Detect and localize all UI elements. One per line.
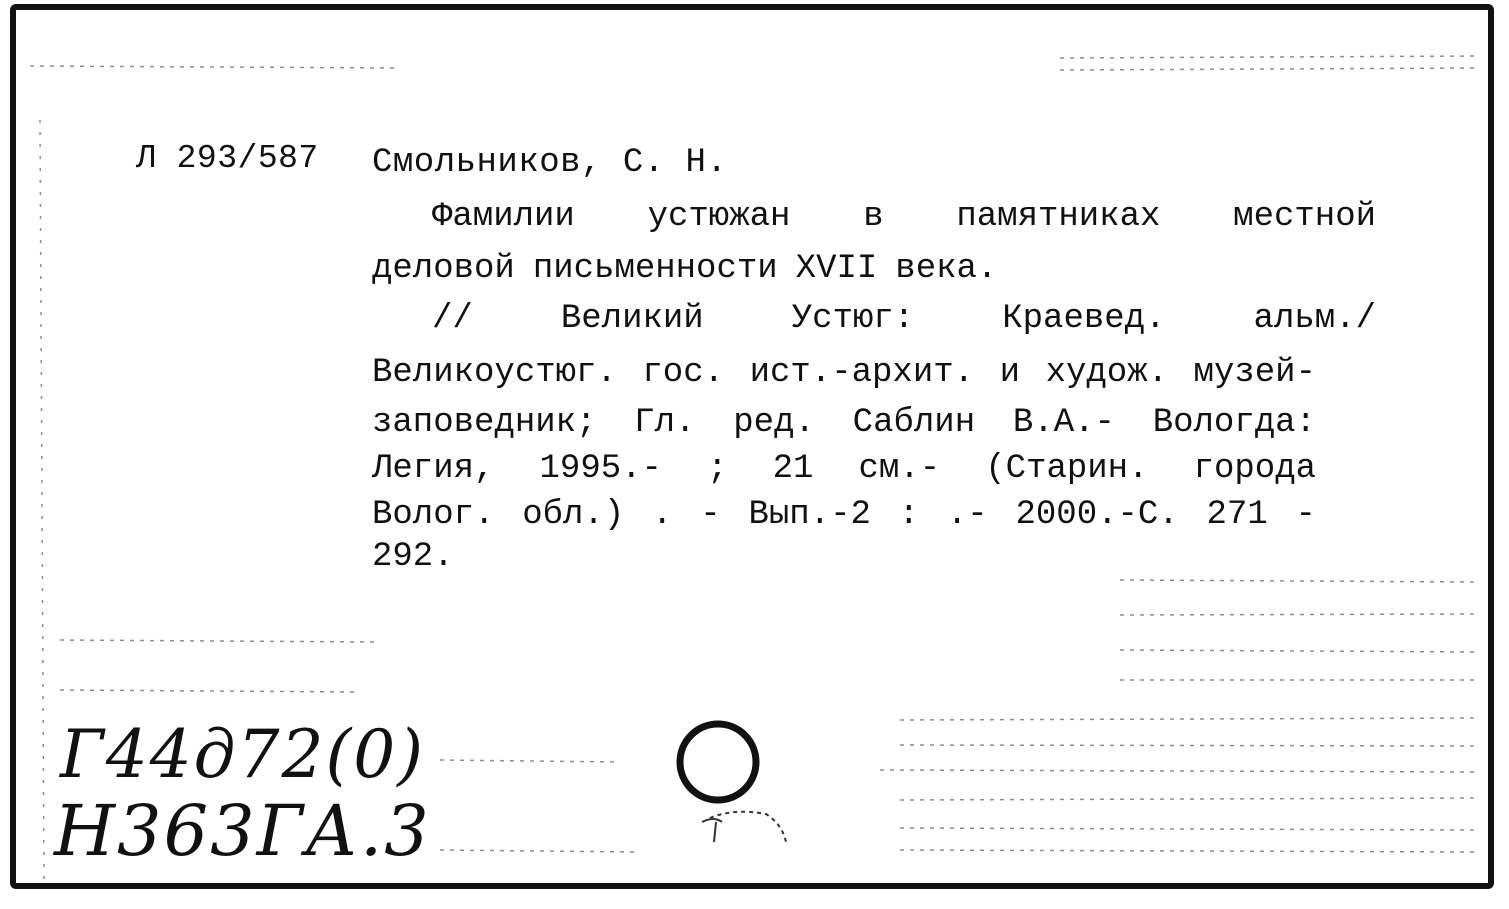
description-line [372,496,1316,534]
word: Великий [560,300,704,338]
word: заповедник; [372,404,597,442]
word: // [432,300,473,338]
word: худож. [1045,354,1168,392]
word: 2000.-С. [1015,496,1179,534]
word: - [700,496,721,534]
call-number: Л 293/587 [136,140,319,177]
description-line [372,538,454,576]
word: Вып.-2 [748,496,871,534]
word: XVII [795,250,878,288]
word: (Старин. [985,450,1149,488]
word: памятниках [956,198,1161,236]
word: Легия, [372,450,495,488]
description-line [372,354,1316,392]
word: письменности [532,250,778,288]
word: Саблин [852,404,976,442]
word: 1995.- [539,450,662,488]
word: 21 [772,450,814,488]
word: : [898,496,920,534]
word: ; [707,450,728,488]
description-line [372,300,1376,338]
word: 271 [1206,496,1268,534]
word: Краевед. [1002,300,1166,338]
word: см.- [858,450,941,488]
word: устюжан [647,198,791,236]
word: города [1193,450,1316,488]
word: 292. [372,538,454,576]
description-line [372,404,1316,442]
word: деловой [372,250,515,288]
word: обл.) [522,496,625,534]
word: Устюг: [791,300,915,338]
word: .- [946,496,988,534]
description-line [372,450,1316,488]
word: местной [1233,198,1376,236]
word: музей- [1193,354,1316,392]
author-heading: Смольников, С. Н. [372,144,728,182]
word: Фамилии [432,198,575,236]
word: гос. [642,354,725,392]
word: В.А.- [1012,404,1115,442]
word: в [863,198,884,236]
word: ист.-архит. [749,354,975,392]
word: века. [895,250,998,288]
word: Вологда: [1152,404,1316,442]
word: Великоустюг. [372,354,617,392]
description-line [372,250,997,288]
word: и [999,354,1020,392]
word: . [652,496,673,534]
word: Гл. [634,404,696,442]
punch-hole-circle [674,718,814,848]
word: - [1295,496,1316,534]
description-line [372,198,1376,236]
handwritten-shelfmark: Г44д72(0) [60,716,425,793]
handwritten-shelfmark: Н363ГА.3 [54,790,431,872]
word: ред. [733,404,815,442]
word: Волог. [372,496,495,534]
word: альм./ [1253,300,1376,338]
